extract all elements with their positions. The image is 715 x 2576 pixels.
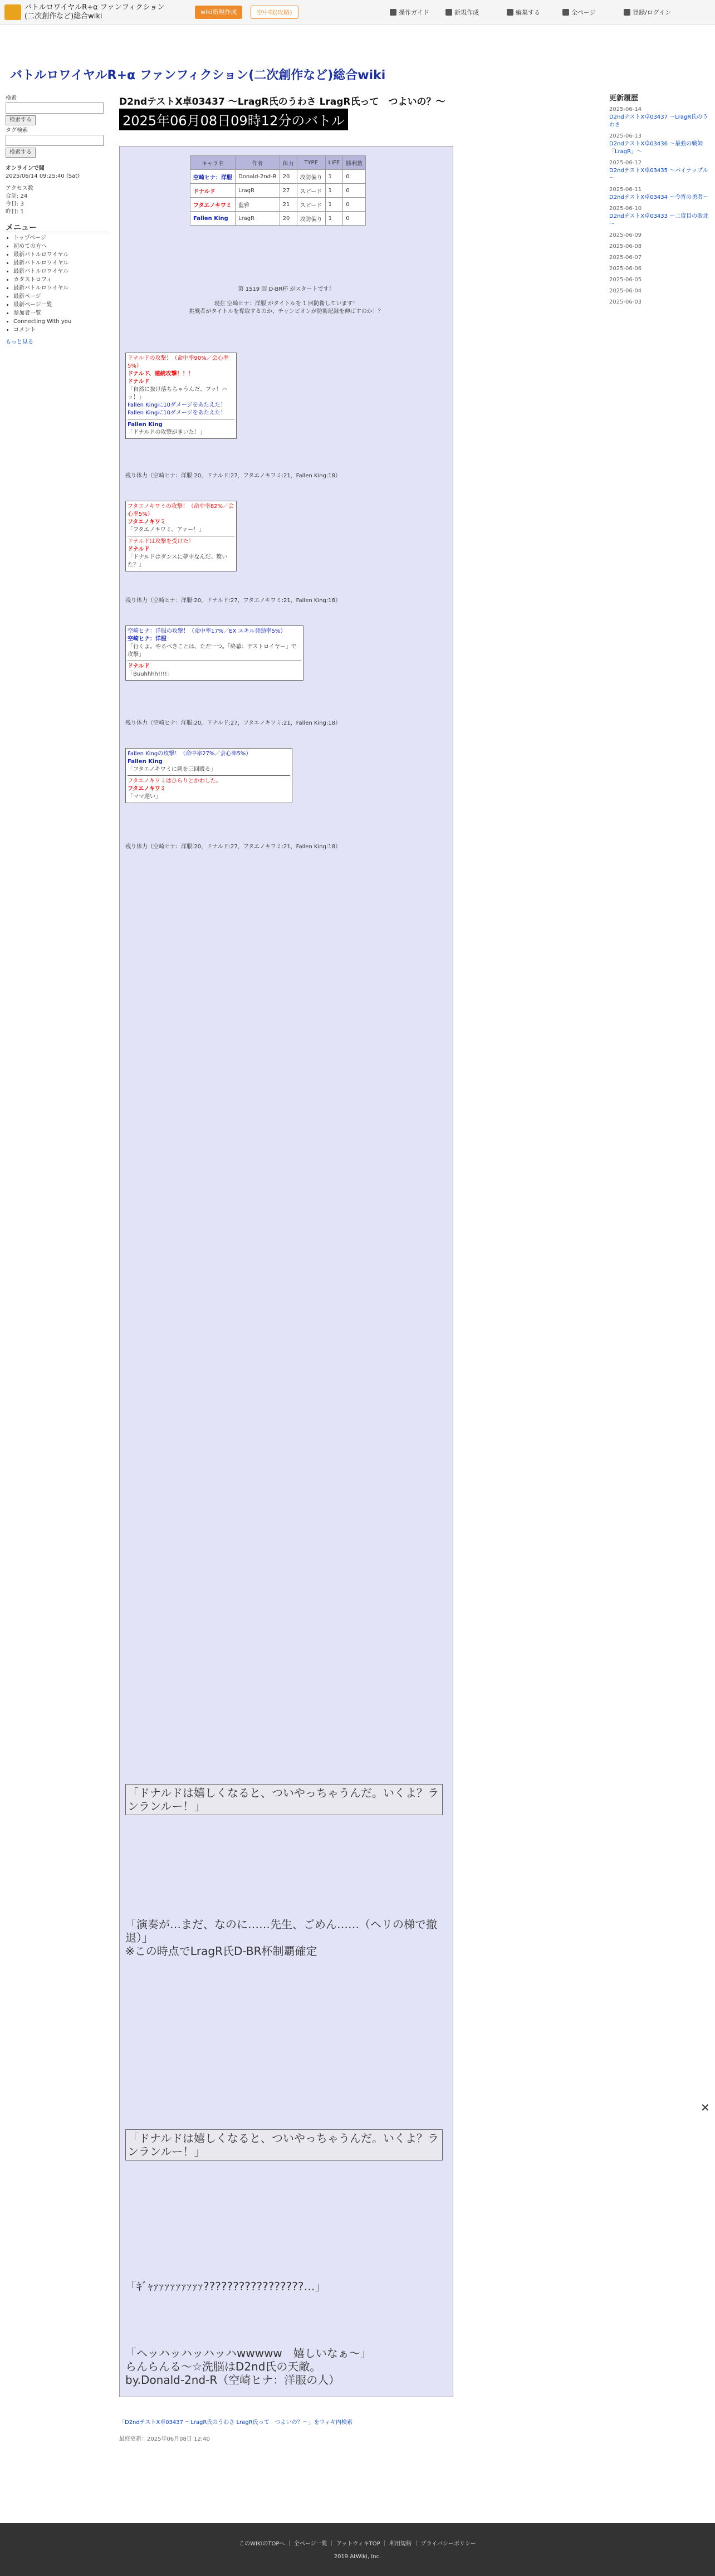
event-line: Fallen Kingに10ダメージをあたえた！ bbox=[128, 402, 226, 408]
top-bar bbox=[0, 0, 715, 25]
event-line: ドナルドの攻撃！（命中率90%／会心率5%） bbox=[128, 355, 229, 369]
event-line: 「自然に抜け落ちちゃうんだ、フッ！ハッ！」 bbox=[128, 387, 228, 400]
menu-item[interactable]: • 最新バトルロワイヤル bbox=[13, 251, 109, 259]
update-entry[interactable]: D2ndテストX卓03436 ～最強の戦姫「LragR」～ bbox=[609, 141, 703, 155]
wins: 0 bbox=[343, 184, 366, 198]
update-date: 2025-06-12 bbox=[609, 160, 642, 166]
search-link[interactable]: 「D2ndテストX卓03437 ～LragR氏のうわさ LragR氏って つよいの？～」をウィキ内検索 bbox=[119, 2419, 352, 2426]
list-icon bbox=[562, 9, 569, 16]
battle-event bbox=[125, 501, 237, 571]
tag-search-input[interactable] bbox=[6, 135, 104, 146]
footer-link[interactable]: アットウィキTOP bbox=[336, 2541, 380, 2547]
event-line: 空崎ヒナ：洋服 bbox=[128, 636, 166, 642]
stats-header-row bbox=[190, 156, 366, 170]
event-line: Fallen Kingに10ダメージをあたえた！ bbox=[128, 410, 226, 416]
menu-item[interactable]: • 最新バトルロワイヤル bbox=[13, 285, 109, 292]
access-total: 合計: 24 bbox=[6, 193, 28, 199]
event-line: フタエノキワミはひらりとかわした。 bbox=[128, 778, 222, 784]
event-line: 「ドナルドはダンスに夢中なんだ。驚いた？」 bbox=[128, 554, 228, 568]
menu-item[interactable]: • トップページ bbox=[13, 234, 109, 242]
update-entry[interactable]: D2ndテストX卓03435 ～パイナップル～ bbox=[609, 168, 708, 182]
intro-note bbox=[120, 286, 453, 316]
life: 1 bbox=[325, 184, 343, 198]
event-line: 空崎ヒナ：洋服の攻撃！（命中率17%／EX スキル発動率5%） bbox=[128, 628, 286, 634]
char-name: Fallen King bbox=[190, 212, 236, 226]
intro-line: 第 1519 回 D-BR杯 がスタートです！ bbox=[238, 286, 335, 292]
event-line: フタエノキワミ bbox=[128, 519, 166, 525]
victory-line: 「ヘッハッハッハッハwwwww 嬉しいなぁ～」 bbox=[125, 2347, 371, 2360]
more-link[interactable]: もっと見る bbox=[6, 339, 33, 345]
intro-line: 挑戦者がタイトルを奪取するのか、チャンピオンが防衛記録を伸ばすのか！？ bbox=[189, 309, 384, 315]
guide-link[interactable]: 操作ガイド bbox=[390, 8, 429, 17]
menu-item[interactable]: • Connecting With you bbox=[13, 318, 109, 326]
event-line: ドナルド bbox=[128, 379, 150, 385]
update-date: 2025-06-08 bbox=[609, 243, 642, 250]
stats-header: 作者 bbox=[236, 156, 280, 170]
victory bbox=[125, 2347, 437, 2387]
all-pages-link[interactable]: 全ページ bbox=[562, 8, 596, 17]
char-name: ドナルド bbox=[190, 184, 236, 198]
victory-line: by.Donald-2nd-R（空崎ヒナ：洋服の人） bbox=[125, 2373, 340, 2387]
copyright: 2019 AtWiki, Inc. bbox=[334, 2554, 381, 2560]
type: スピード bbox=[297, 184, 325, 198]
battle-event bbox=[125, 2129, 443, 2160]
hp: 20 bbox=[280, 170, 297, 184]
battle-date-title: 2025年06月08日09時12分のバトル bbox=[119, 109, 348, 130]
menu-item[interactable]: • カタストロフィ bbox=[13, 276, 109, 284]
wins: 0 bbox=[343, 170, 366, 184]
table-row bbox=[190, 170, 366, 184]
battle-event bbox=[125, 1918, 437, 1958]
table-row bbox=[190, 184, 366, 198]
menu-item[interactable]: • コメント bbox=[13, 326, 109, 334]
event-line: 「フタエノキワミ、アァー！」 bbox=[128, 527, 205, 533]
access-yesterday: 昨日: 1 bbox=[6, 209, 24, 215]
footer-link[interactable]: このWIKIのTOPへ bbox=[239, 2541, 285, 2547]
event-line: フタエノキワミ bbox=[128, 786, 166, 792]
update-date: 2025-06-04 bbox=[609, 288, 642, 294]
life: 1 bbox=[325, 198, 343, 212]
stats-table bbox=[190, 155, 366, 226]
event-line: Fallen King bbox=[128, 422, 163, 428]
update-date: 2025-06-13 bbox=[609, 133, 642, 139]
update-entry[interactable]: D2ndテストX卓03433 ～二度目の敗北～ bbox=[609, 213, 709, 227]
event-line: ドナルド bbox=[128, 546, 150, 553]
main-content bbox=[119, 94, 456, 130]
access-today: 今日: 3 bbox=[6, 201, 24, 207]
stats-header: 体力 bbox=[280, 156, 297, 170]
site-title[interactable]: バトルロワイヤルR+α ファンフィクション(二次創作など)総合wiki bbox=[25, 3, 165, 21]
table-row bbox=[190, 212, 366, 226]
intro-line: 現在 空崎ヒナ：洋服 がタイトルを 1 回防衛しています！ bbox=[214, 301, 359, 307]
life: 1 bbox=[325, 170, 343, 184]
menu-list bbox=[6, 234, 109, 334]
event-line: ドナルド bbox=[128, 663, 150, 669]
hp: 20 bbox=[280, 212, 297, 226]
online-date: 2025/06/14 09:25:40 (Sat) bbox=[6, 173, 80, 179]
search-input[interactable] bbox=[6, 102, 104, 114]
battle-event bbox=[125, 748, 292, 803]
edit-link[interactable]: 編集する bbox=[507, 8, 540, 17]
remaining-hp: 残り体力（空崎ヒナ：洋服:20，ドナルド:27，フタエノキワミ:21，Fallen King:18） bbox=[125, 598, 341, 604]
author: LragR bbox=[236, 184, 280, 198]
close-icon[interactable]: ✕ bbox=[701, 2101, 710, 2114]
update-date: 2025-06-10 bbox=[609, 206, 642, 212]
event-line: Fallen Kingの攻撃！（命中率27%／会心率5%） bbox=[128, 751, 252, 757]
table-row bbox=[190, 198, 366, 212]
author: Donald-2nd-R bbox=[236, 170, 280, 184]
remaining-hp: 残り体力（空崎ヒナ：洋服:20，ドナルド:27，フタエノキワミ:21，Fallen King:18） bbox=[125, 473, 341, 479]
access-label: アクセス数 bbox=[6, 185, 33, 192]
event-line: 「ママ遅い」 bbox=[128, 794, 161, 800]
donald-line: 「ドナルドは嬉しくなると、ついやっちゃうんだ。いくよ？ランランルー！」 bbox=[128, 2132, 439, 2158]
event-line: ドナルドは攻撃を受けた！ bbox=[128, 539, 194, 545]
event-line: 「ドナルドの攻撃がきいた！」 bbox=[128, 429, 205, 436]
event-line: 「Buuhhhh!!!!」 bbox=[128, 671, 173, 677]
user-icon bbox=[624, 9, 630, 16]
menu-title: メニュー bbox=[6, 224, 109, 232]
event-line: 「行くよ。やるべきことは、ただ一つ。「終幕：デストロイヤー」で攻撃」 bbox=[128, 644, 297, 658]
footer: このWIKIのTOPへ ｜ 全ページ一覧 ｜ アットウィキTOP ｜ 利用規約 ｜ プライバシーポリシー 2019 AtWiki, Inc. bbox=[0, 2523, 715, 2576]
menu-item[interactable]: • 初めての方へ bbox=[13, 243, 109, 251]
life: 1 bbox=[325, 212, 343, 226]
login-link[interactable]: 登録/ログイン bbox=[624, 8, 671, 17]
type: 攻防偏り bbox=[297, 170, 325, 184]
update-entry[interactable]: D2ndテストX卓03434 ～今宵の勇者～ bbox=[609, 194, 709, 201]
footer-link[interactable]: プライバシーポリシー bbox=[420, 2541, 476, 2547]
menu-item[interactable]: • 最新ページ bbox=[13, 293, 109, 301]
fk-line: 「ｷﾞｬｧｧｧｧｧｧｧｧｧ?????????????????…」 bbox=[125, 2280, 326, 2293]
update-date: 2025-06-09 bbox=[609, 232, 642, 238]
battle-event bbox=[125, 1784, 443, 1815]
site-logo-icon[interactable] bbox=[4, 4, 21, 20]
footer-link[interactable]: 全ページ一覧 bbox=[293, 2541, 327, 2547]
victory-line: らんらんる～☆洗脳はD2nd氏の天敵。 bbox=[125, 2360, 321, 2373]
menu-item[interactable]: • 最新バトルロワイヤル bbox=[13, 260, 109, 267]
char-name: フタエノキワミ bbox=[190, 198, 236, 212]
stats-header: キャラ名 bbox=[190, 156, 236, 170]
search-label: 検索 bbox=[6, 95, 17, 101]
update-entry[interactable]: D2ndテストX卓03437 ～LragR氏のうわさ bbox=[609, 114, 708, 128]
update-date: 2025-06-11 bbox=[609, 187, 642, 193]
update-date: 2025-06-07 bbox=[609, 255, 642, 261]
stats-header: TYPE bbox=[297, 156, 325, 170]
type: スピード bbox=[297, 198, 325, 212]
stats-header: LIFE bbox=[325, 156, 343, 170]
online-label: オンラインで閲 bbox=[6, 165, 45, 172]
battle-log bbox=[119, 146, 453, 2397]
author: 藍雅 bbox=[236, 198, 280, 212]
author: LragR bbox=[236, 212, 280, 226]
battle-event bbox=[125, 625, 303, 681]
guide-icon bbox=[390, 9, 396, 16]
hp: 27 bbox=[280, 184, 297, 198]
hina-retreat: 「演奏が…まだ、なのに……先生、ごめん……（ヘリの梯で撤退）」 bbox=[125, 1918, 437, 1944]
update-date: 2025-06-03 bbox=[609, 299, 642, 305]
event-line: フタエノキワミの攻撃！（命中率82%／会心率5%） bbox=[128, 504, 234, 517]
donald-line: 「ドナルドは嬉しくなると、ついやっちゃうんだ。いくよ？ランランルー！」 bbox=[128, 1786, 439, 1813]
plus-icon bbox=[445, 9, 452, 16]
type: 攻防偏り bbox=[297, 212, 325, 226]
tag-search-button[interactable]: 検索する bbox=[6, 148, 36, 158]
menu-item[interactable]: • 参加者一覧 bbox=[13, 310, 109, 317]
update-date: 2025-06-14 bbox=[609, 106, 642, 113]
stats-header: 勝利数 bbox=[343, 156, 366, 170]
remaining-hp: 残り体力（空崎ヒナ：洋服:20，ドナルド:27，フタエノキワミ:21，Fallen King:18） bbox=[125, 844, 341, 850]
event-line: ドナルド、連続攻撃！！！ bbox=[128, 371, 194, 377]
update-date: 2025-06-06 bbox=[609, 266, 642, 272]
air-battle-button[interactable]: 空中戦(攻略) bbox=[251, 6, 298, 19]
menu-item[interactable]: • 最新ページ一覧 bbox=[13, 301, 109, 309]
remaining-hp: 残り体力（空崎ヒナ：洋服:20，ドナルド:27，フタエノキワミ:21，Fallen King:18） bbox=[125, 720, 341, 726]
last-updated: 最終更新：2025年06月08日 12:40 bbox=[119, 2436, 210, 2442]
page-title: D2ndテストX卓03437 ～LragR氏のうわさ LragR氏って つよいの？～ bbox=[119, 96, 445, 107]
wiki-create-button[interactable]: wiki新規作成 bbox=[195, 6, 242, 19]
menu-item[interactable]: • 最新バトルロワイヤル bbox=[13, 268, 109, 276]
wins: 0 bbox=[343, 212, 366, 226]
right-sidebar bbox=[609, 95, 709, 306]
left-sidebar bbox=[6, 95, 109, 346]
updates-title: 更新履歴 bbox=[609, 94, 639, 102]
battle-event bbox=[125, 353, 237, 439]
tag-search-label: タグ検索 bbox=[6, 128, 28, 134]
update-date: 2025-06-05 bbox=[609, 277, 642, 283]
footer-link[interactable]: 利用規約 bbox=[389, 2541, 412, 2547]
battle-event bbox=[125, 2280, 437, 2293]
wiki-title[interactable]: バトルロワイヤルR+α ファンフィクション(二次創作など)総合wiki bbox=[10, 69, 386, 82]
char-name: 空崎ヒナ：洋服 bbox=[190, 170, 236, 184]
pencil-icon bbox=[507, 9, 513, 16]
search-button[interactable]: 検索する bbox=[6, 115, 36, 125]
event-line: Fallen King bbox=[128, 759, 163, 765]
confirm-line: ※この時点でLragR氏D-BR杯制覇確定 bbox=[125, 1944, 317, 1958]
wins: 0 bbox=[343, 198, 366, 212]
event-line: 「フタエノキワミに刺を三回殴る」 bbox=[128, 766, 216, 773]
new-page-link[interactable]: 新規作成 bbox=[445, 8, 479, 17]
hp: 21 bbox=[280, 198, 297, 212]
